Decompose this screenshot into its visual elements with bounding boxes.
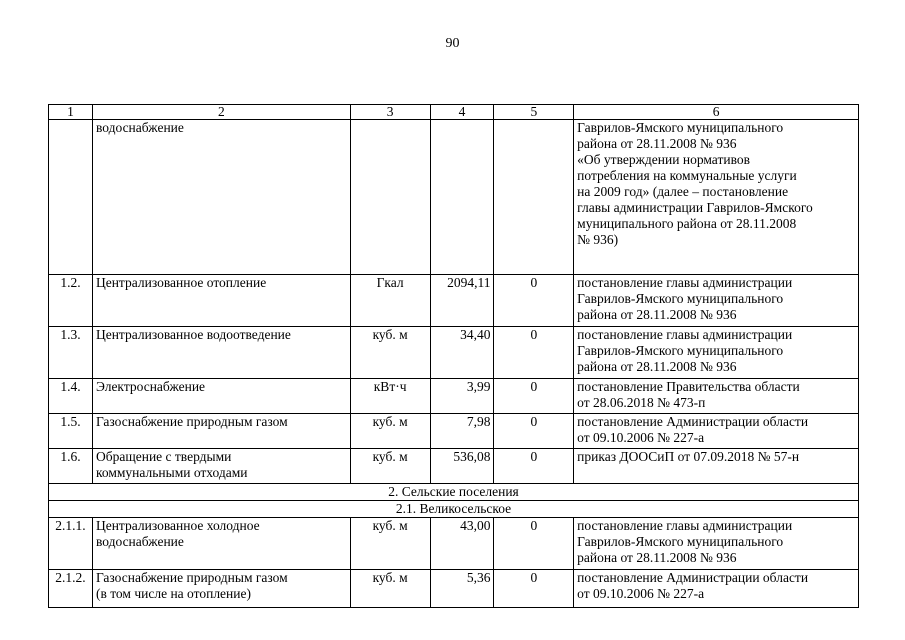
value-cell: 34,40	[430, 327, 494, 379]
row-number-cell: 1.6.	[49, 449, 93, 484]
unit-cell: куб. м	[350, 518, 430, 570]
unit-cell: куб. м	[350, 414, 430, 449]
service-name-line: Газоснабжение природным газом	[95, 414, 288, 429]
document-line: постановление Администрации области	[577, 570, 809, 585]
row-number-cell	[49, 120, 93, 275]
document-line: «Об утверждении нормативов	[577, 152, 750, 167]
unit-cell: кВт·ч	[350, 379, 430, 414]
col5-cell: 0	[494, 327, 574, 379]
service-name-line: Электроснабжение	[95, 379, 206, 394]
document-cell	[574, 327, 859, 379]
unit-cell: куб. м	[350, 449, 430, 484]
table-row	[49, 327, 859, 379]
service-name-line: водоснабжение	[95, 534, 184, 549]
document-line: на 2009 год» (далее – постановление	[577, 184, 789, 199]
document-cell	[574, 275, 859, 327]
value-cell: 5,36	[430, 570, 494, 608]
service-name-line: Централизованное холодное	[95, 518, 260, 533]
document-cell	[574, 570, 859, 608]
col5-cell: 0	[494, 449, 574, 484]
row-number-cell: 1.4.	[49, 379, 93, 414]
document-line: Гаврилов-Ямского муниципального	[577, 120, 784, 135]
tariff-table	[48, 104, 859, 608]
table-row	[49, 449, 859, 484]
document-cell	[574, 414, 859, 449]
service-name-cell: водоснабжение	[92, 120, 350, 275]
table-row	[49, 379, 859, 414]
document-cell	[574, 379, 859, 414]
col5-cell: 0	[494, 570, 574, 608]
col5-cell: 0	[494, 379, 574, 414]
value-cell	[430, 120, 494, 275]
value-cell: 43,00	[430, 518, 494, 570]
value-cell: 536,08	[430, 449, 494, 484]
column-header: 3	[350, 105, 430, 120]
document-line: главы администрации Гаврилов-Ямского	[577, 200, 813, 215]
document-line: муниципального района от 28.11.2008	[577, 216, 797, 231]
unit-cell: куб. м	[350, 327, 430, 379]
value-cell: 2094,11	[430, 275, 494, 327]
document-line: Гаврилов-Ямского муниципального	[577, 534, 784, 549]
col5-cell: 0	[494, 414, 574, 449]
value-cell: 3,99	[430, 379, 494, 414]
document-line: постановление главы администрации	[577, 327, 793, 342]
service-name-cell	[92, 379, 350, 414]
service-name-line: Газоснабжение природным газом	[95, 570, 288, 585]
table-row	[49, 275, 859, 327]
document-line: № 936)	[577, 232, 619, 247]
column-header: 5	[494, 105, 574, 120]
document-line: приказ ДООСиП от 07.09.2018 № 57-н	[577, 449, 800, 464]
service-name-line: Централизованное отопление	[95, 275, 267, 290]
unit-cell: куб. м	[350, 570, 430, 608]
subsection-title-row	[49, 501, 859, 518]
col5-cell: 0	[494, 275, 574, 327]
document-line: постановление главы администрации	[577, 518, 793, 533]
document-cell	[574, 518, 859, 570]
document-cell	[574, 449, 859, 484]
service-name-line: (в том числе на отопление)	[95, 586, 251, 601]
service-name-cell	[92, 518, 350, 570]
service-name-cell	[92, 327, 350, 379]
service-name-cell	[92, 449, 350, 484]
col5-cell: 0	[494, 518, 574, 570]
table-row	[49, 570, 859, 608]
unit-cell	[350, 120, 430, 275]
service-name-line: коммунальными отходами	[95, 465, 248, 480]
document-cell	[574, 120, 859, 275]
col5-cell	[494, 120, 574, 275]
service-name-line: Обращение с твердыми	[95, 449, 232, 464]
document-line: Гаврилов-Ямского муниципального	[577, 343, 784, 358]
row-number-cell: 1.2.	[49, 275, 93, 327]
column-header: 4	[430, 105, 494, 120]
document-line: района от 28.11.2008 № 936	[577, 550, 737, 565]
value-cell: 7,98	[430, 414, 494, 449]
column-header: 2	[92, 105, 350, 120]
document-line: постановление Правительства области	[577, 379, 800, 394]
service-name-cell	[92, 275, 350, 327]
row-number-cell: 1.3.	[49, 327, 93, 379]
service-name-line: Централизованное водоотведение	[95, 327, 291, 342]
column-header: 1	[49, 105, 93, 120]
service-name-cell	[92, 414, 350, 449]
row-number-cell: 2.1.1.	[49, 518, 93, 570]
table-row	[49, 518, 859, 570]
page-number: 90	[445, 36, 460, 51]
document-line: Гаврилов-Ямского муниципального	[577, 291, 784, 306]
subsection-title: 2.1. Великосельское	[49, 501, 859, 518]
document-line: постановление главы администрации	[577, 275, 793, 290]
document-line: района от 28.11.2008 № 936	[577, 359, 737, 374]
section-title: 2. Сельские поселения	[49, 484, 859, 501]
document-line: потребления на коммунальные услуги	[577, 168, 797, 183]
table-row	[49, 414, 859, 449]
document-line: района от 28.11.2008 № 936	[577, 307, 737, 322]
document-line: от 09.10.2006 № 227-а	[577, 430, 705, 445]
unit-cell: Гкал	[350, 275, 430, 327]
row-number-cell: 1.5.	[49, 414, 93, 449]
document-line: района от 28.11.2008 № 936	[577, 136, 737, 151]
document-line: постановление Администрации области	[577, 414, 809, 429]
column-header: 6	[574, 105, 859, 120]
continued-row	[49, 120, 859, 275]
section-title-row	[49, 484, 859, 501]
row-number-cell: 2.1.2.	[49, 570, 93, 608]
document-line: от 09.10.2006 № 227-а	[577, 586, 705, 601]
document-line: от 28.06.2018 № 473-п	[577, 395, 706, 410]
service-name-cell	[92, 570, 350, 608]
column-number-row	[49, 105, 859, 120]
